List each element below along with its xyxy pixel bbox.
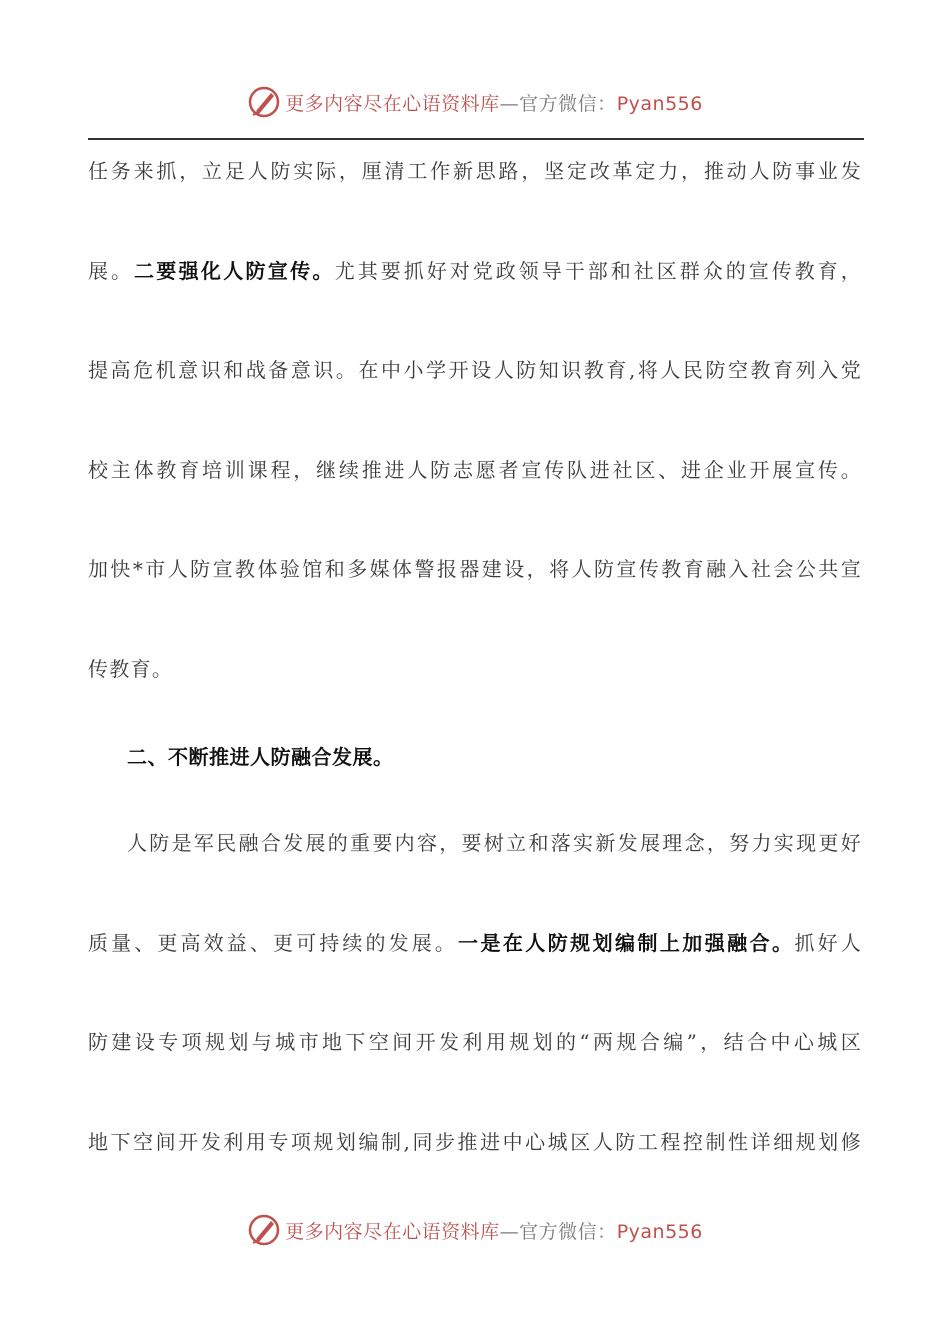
body-line-3: 提高危机意识和战备意识。在中小学开设人防知识教育,将人民防空教育列入党 xyxy=(88,358,862,382)
footer-banner xyxy=(0,1210,950,1250)
header-wechat-id: Pyan556 xyxy=(616,92,703,115)
header-divider xyxy=(88,138,864,140)
body-line-1: 任务来抓，立足人防实际，厘清工作新思路，坚定改革定力，推动人防事业发 xyxy=(88,159,862,183)
body-line-9: 防建设专项规划与城市地下空间开发利用规划的“两规合编”，结合中心城区 xyxy=(88,1030,862,1054)
pen-logo-icon xyxy=(247,85,281,119)
body-line-5: 加快*市人防宣教体验馆和多媒体警报器建设，将人防宣传教育融入社会公共宣 xyxy=(88,557,862,581)
body-line-8: 质量、更高效益、更可持续的发展。一是在人防规划编制上加强融合。抓好人 xyxy=(88,931,862,955)
footer-wechat-id: Pyan556 xyxy=(616,1220,703,1243)
header-banner xyxy=(0,82,950,122)
body-line-10: 地下空间开发利用专项规划编制,同步推进中心城区人防工程控制性详细规划修 xyxy=(88,1130,862,1154)
pen-logo-icon xyxy=(247,1213,281,1247)
footer-promo-text: 更多内容尽在心语资料库—官方微信：Pyan556 xyxy=(285,1220,703,1243)
body-line-2: 展。二要强化人防宣传。尤其要抓好对党政领导干部和社区群众的宣传教育， xyxy=(88,259,862,283)
header-promo-text: 更多内容尽在心语资料库—官方微信：Pyan556 xyxy=(285,92,703,115)
section-heading: 二、不断推进人防融合发展。 xyxy=(127,745,394,769)
body-line-4: 校主体教育培训课程，继续推进人防志愿者宣传队进社区、进企业开展宣传。 xyxy=(88,458,862,482)
body-line-7: 人防是军民融合发展的重要内容，要树立和落实新发展理念，努力实现更好 xyxy=(127,831,862,855)
body-line-6: 传教育。 xyxy=(88,657,174,681)
